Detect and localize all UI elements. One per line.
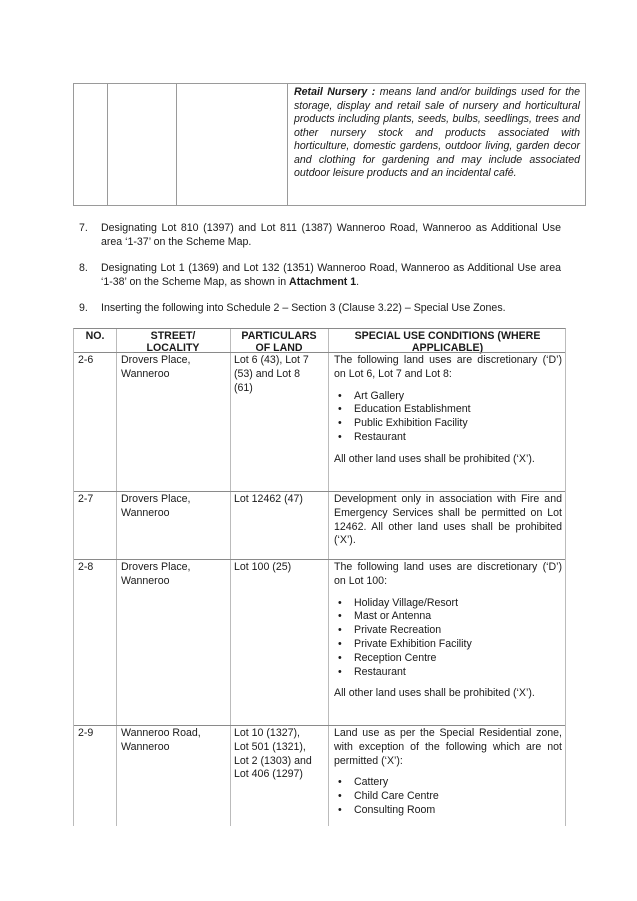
list-item: • Public Exhibition Facility [354,417,562,431]
list-item: • Private Exhibition Facility [354,638,562,652]
paragraph-7 [79,221,561,249]
list-item: • Reception Centre [354,652,562,666]
table-divider [107,84,108,205]
paragraph-number: 8. [79,262,88,274]
paragraph-text: Designating Lot 810 (1397) and Lot 811 (1387) Wanneroo Road, Wanneroo as Additional Use area ‘1-37’ on the Scheme Map. [101,222,561,248]
list-item: • Cattery [354,776,562,790]
list-item: • Holiday Village/Resort [354,597,562,611]
land-use-list [334,597,562,680]
special-use-zones-table [73,328,566,826]
row-no: 2-8 [78,561,94,573]
table-divider [287,84,288,205]
row-particulars: Lot 6 (43), Lot 7 (53) and Lot 8 (61) [234,354,309,394]
land-use-list [334,776,562,817]
conditions-intro: Development only in association with Fire and Emergency Services shall be permitted on Lot 12462. All other land uses shall be prohibited (‘X’). [334,493,562,547]
header-no: NO. [85,330,105,342]
row-no: 2-6 [78,354,94,366]
list-item: • Art Gallery [354,390,562,404]
paragraph-end: . [356,276,360,288]
list-item: • Restaurant [354,431,562,445]
row-conditions [334,561,562,701]
header-particulars: PARTICULARS OF LAND [241,330,317,354]
row-street: Wanneroo Road, Wanneroo [121,727,201,753]
conditions-outro: All other land uses shall be prohibited (‘X’). [334,452,535,465]
definition-text: means land and/or buildings used for the storage, display and retail sale of nursery and horticultural products including plants, seeds, bulbs, seedlings, trees and other nursery stock and products associated with horticulture, domestic gardens, outdoor living, garden decor and clothing for gardening and may include associated outdoor leisure products and an incidental café. [294,86,581,179]
paragraph-text: Inserting the following into Schedule 2 – Section 3 (Clause 3.22) – Special Use Zones. [101,302,506,314]
list-item: • Mast or Antenna [354,610,562,624]
column-divider [116,329,117,826]
row-particulars: Lot 10 (1327), Lot 501 (1321), Lot 2 (1303) and Lot 406 (1297) [234,727,312,781]
table-divider [176,84,177,205]
paragraph-8 [79,261,561,289]
list-item: • Restaurant [354,666,562,680]
list-item: • Private Recreation [354,624,562,638]
column-divider [328,329,329,826]
list-item: • Consulting Room [354,804,562,818]
row-conditions [334,727,562,826]
list-item: • Education Establishment [354,403,562,417]
row-divider [74,559,565,560]
paragraph-number: 9. [79,302,88,314]
definition-term: Retail Nursery : [294,86,376,98]
row-particulars: Lot 12462 (47) [234,493,303,505]
row-divider [74,491,565,492]
row-street: Drovers Place, Wanneroo [121,561,191,587]
paragraph-number: 7. [79,222,88,234]
header-street: STREET/ LOCALITY [146,330,200,354]
row-divider [74,725,565,726]
conditions-intro: Land use as per the Special Residential zone, with exception of the following which are not permitted (‘X’): [334,727,562,767]
row-no: 2-9 [78,727,94,739]
row-street: Drovers Place, Wanneroo [121,354,191,380]
row-street: Drovers Place, Wanneroo [121,493,191,519]
attachment-reference: Attachment 1 [289,276,357,288]
land-use-list [334,390,562,445]
conditions-outro: All other land uses shall be prohibited (‘X’). [334,687,535,700]
row-particulars: Lot 100 (25) [234,561,292,573]
definition-table [73,83,586,206]
conditions-intro: The following land uses are discretionary (‘D’) on Lot 6, Lot 7 and Lot 8: [334,354,562,380]
paragraph-text [101,261,561,289]
row-no: 2-7 [78,493,94,505]
list-item: • Child Care Centre [354,790,562,804]
row-conditions [334,493,562,548]
paragraph-9 [79,301,561,315]
header-conditions: SPECIAL USE CONDITIONS (WHERE APPLICABLE) [354,330,541,354]
row-divider [74,352,565,353]
conditions-intro: The following land uses are discretionary (‘D’) on Lot 100: [334,561,562,587]
row-conditions [334,354,562,467]
paragraph-body: Designating Lot 1 (1369) and Lot 132 (1351) Wanneroo Road, Wanneroo as Additional Use area ‘1-38’ on the Scheme Map, as shown in [101,262,561,288]
column-divider [230,329,231,826]
retail-nursery-definition [294,86,580,181]
